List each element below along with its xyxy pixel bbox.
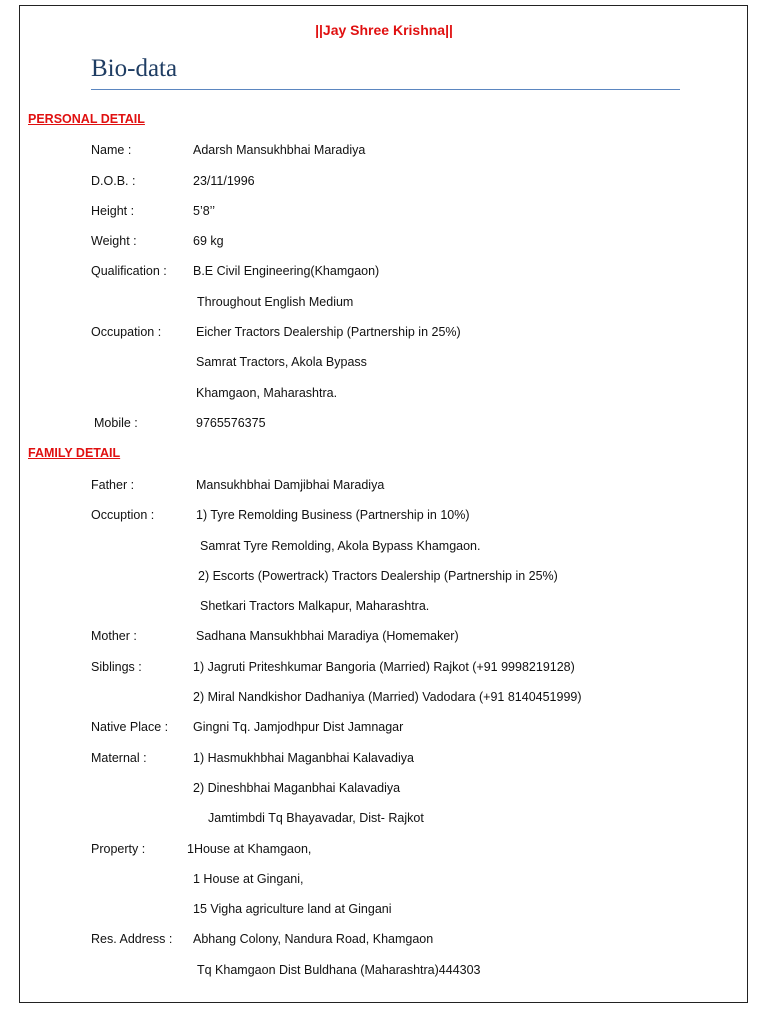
father-value: Mansukhbhai Damjibhai Maradiya bbox=[196, 478, 385, 492]
name-value: Adarsh Mansukhbhai Maradiya bbox=[193, 143, 366, 157]
maternal-line: 1) Hasmukhbhai Maganbhai Kalavadiya bbox=[193, 751, 414, 765]
maternal-line: 2) Dineshbhai Maganbhai Kalavadiya bbox=[193, 781, 401, 795]
mother-value: Sadhana Mansukhbhai Maradiya (Homemaker) bbox=[196, 629, 459, 643]
mother-label: Mother : bbox=[91, 629, 137, 643]
native-place-label: Native Place : bbox=[91, 720, 169, 734]
family-occupation-line: 1) Tyre Remolding Business (Partnership in 10%) bbox=[196, 508, 470, 522]
occupation-line: Khamgaon, Maharashtra. bbox=[196, 386, 338, 400]
res-address-line: Abhang Colony, Nandura Road, Khamgaon bbox=[193, 932, 434, 946]
family-occupation-line: Samrat Tyre Remolding, Akola Bypass Khamgaon. bbox=[200, 539, 481, 553]
sibling-line: 1) Jagruti Priteshkumar Bangoria (Married) Rajkot (+91 9998219128) bbox=[193, 660, 575, 674]
maternal-label: Maternal : bbox=[91, 751, 147, 765]
personal-detail-heading: PERSONAL DETAIL bbox=[28, 112, 145, 126]
page-title: Bio-data bbox=[91, 55, 178, 82]
header-blessing: ||Jay Shree Krishna|| bbox=[315, 22, 453, 38]
dob-label: D.O.B. : bbox=[91, 174, 136, 188]
property-line: 15 Vigha agriculture land at Gingani bbox=[193, 902, 392, 916]
title-divider bbox=[91, 89, 680, 90]
property-line: 1House at Khamgaon, bbox=[187, 842, 312, 856]
mobile-label: Mobile : bbox=[94, 416, 138, 430]
property-label: Property : bbox=[91, 842, 146, 856]
occupation-label: Occupation : bbox=[91, 325, 162, 339]
occupation-line: Eicher Tractors Dealership (Partnership in 25%) bbox=[196, 325, 461, 339]
res-address-line: Tq Khamgaon Dist Buldhana (Maharashtra)444303 bbox=[197, 963, 481, 977]
family-detail-heading: FAMILY DETAIL bbox=[28, 446, 121, 460]
occupation-line: Samrat Tractors, Akola Bypass bbox=[196, 355, 367, 369]
height-label: Height : bbox=[91, 204, 135, 218]
maternal-line: Jamtimbdi Tq Bhayavadar, Dist- Rajkot bbox=[208, 811, 424, 825]
native-place-value: Gingni Tq. Jamjodhpur Dist Jamnagar bbox=[193, 720, 404, 734]
mobile-value: 9765576375 bbox=[196, 416, 266, 430]
weight-value: 69 kg bbox=[193, 234, 224, 248]
dob-value: 23/11/1996 bbox=[193, 174, 255, 188]
name-label: Name : bbox=[91, 143, 132, 157]
property-line: 1 House at Gingani, bbox=[193, 872, 304, 886]
qualification-line: B.E Civil Engineering(Khamgaon) bbox=[193, 264, 380, 278]
siblings-label: Siblings : bbox=[91, 660, 142, 674]
height-value: 5’8’’ bbox=[193, 204, 216, 218]
weight-label: Weight : bbox=[91, 234, 137, 248]
qualification-label: Qualification : bbox=[91, 264, 167, 278]
sibling-line: 2) Miral Nandkishor Dadhaniya (Married) Vadodara (+91 8140451999) bbox=[193, 690, 582, 704]
family-occupation-label: Occuption : bbox=[91, 508, 155, 522]
family-occupation-line: Shetkari Tractors Malkapur, Maharashtra. bbox=[200, 599, 430, 613]
family-occupation-line: 2) Escorts (Powertrack) Tractors Dealership (Partnership in 25%) bbox=[198, 569, 558, 583]
qualification-line: Throughout English Medium bbox=[197, 295, 354, 309]
father-label: Father : bbox=[91, 478, 135, 492]
res-address-label: Res. Address : bbox=[91, 932, 173, 946]
